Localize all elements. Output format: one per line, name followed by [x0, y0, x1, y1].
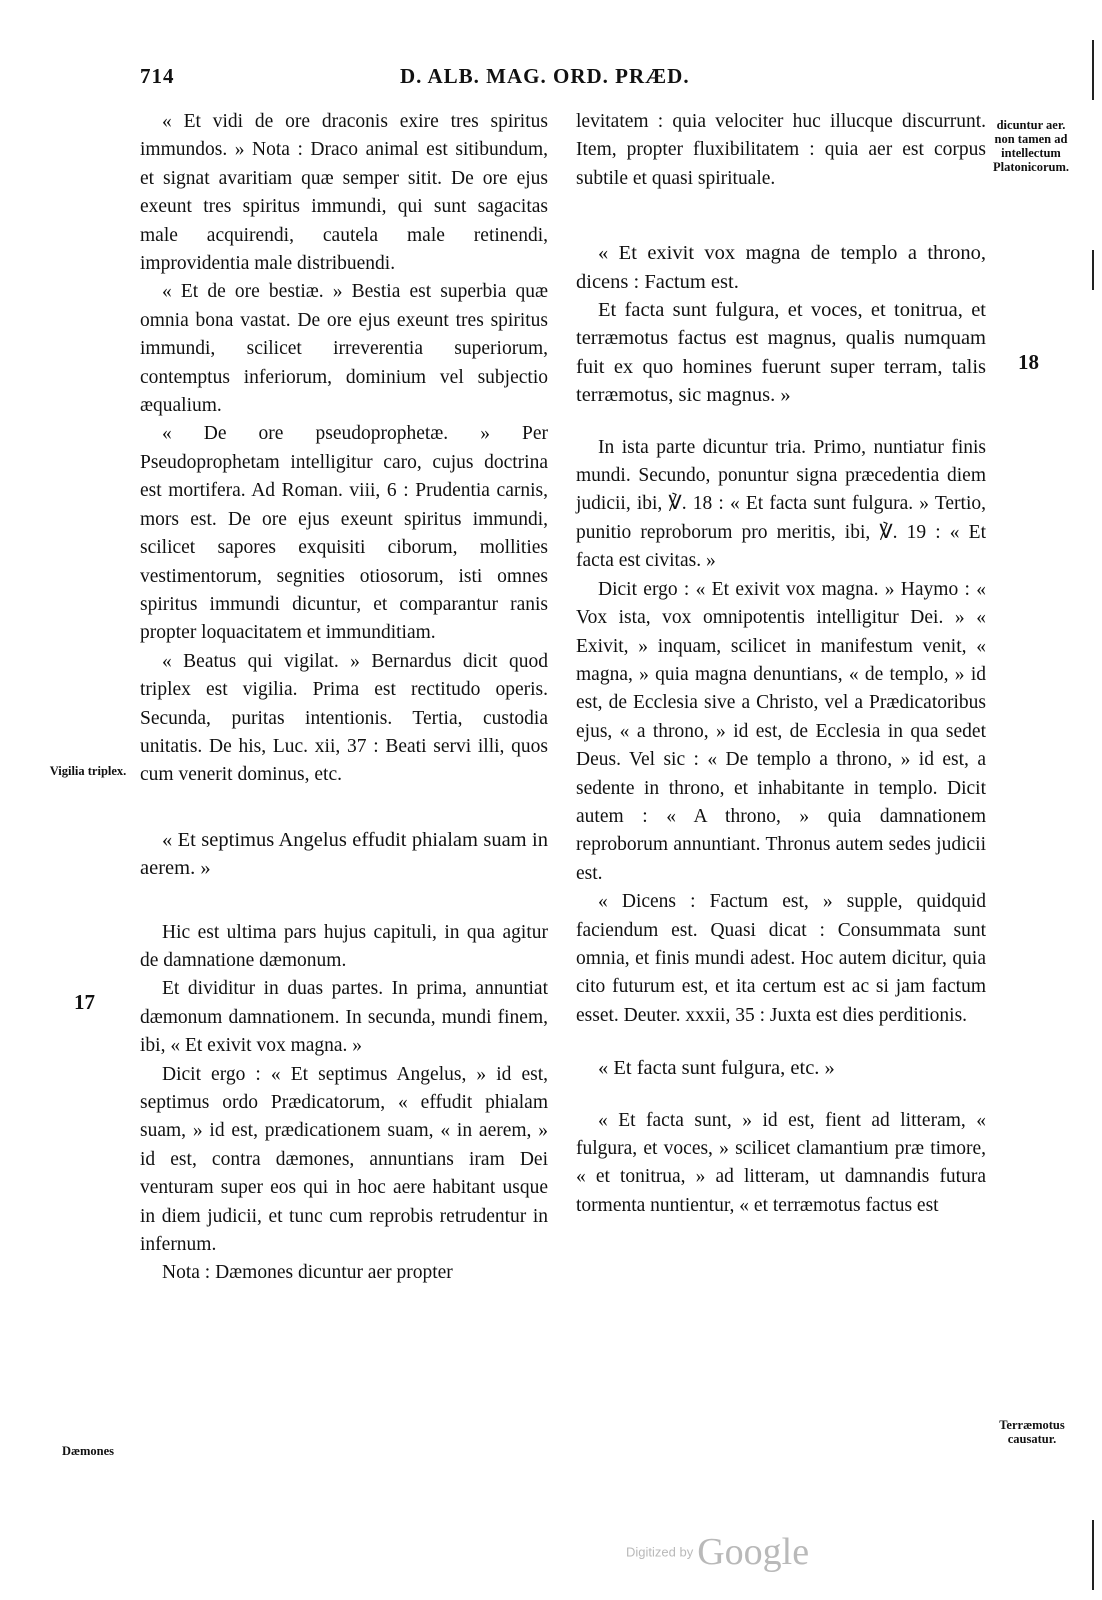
verse-lemma: « Et septimus Angelus effudit phialam suam in aerem. »	[140, 828, 548, 880]
margin-note-vigilia: Vigilia triplex.	[49, 764, 127, 778]
google-logo: Google	[697, 1531, 810, 1573]
paragraph: Et dividitur in duas partes. In prima, annuntiat dæmonum damnationem. In secunda, mundi finem, ibi, « Et exivit vox magna. »	[140, 978, 548, 1057]
paragraph: « Dicens : Factum est, » supple, quidquid faciendum est. Quasi dicat : Consummata sunt omnia, et finis mundi adest. Hoc autem dicitur, quia cito futurum est, et ita certum est ac si jam factum esset. Deuter. xxxii, 35 : Juxta est dies perditionis.	[576, 891, 986, 1026]
google-watermark	[626, 1530, 809, 1574]
paragraph: « Et de ore bestiæ. » Bestia est superbia quæ omnia bona vastat. De ore ejus exeunt tres spiritus immundi, scilicet irreverentia superiorum, contemptus inferiorum, dominium vel subjectio æqualium.	[140, 281, 548, 417]
left-column	[140, 108, 548, 1288]
margin-note-terraemotus: Terræmotus causatur.	[999, 1418, 1065, 1446]
paragraph: Hic est ultima pars hujus capituli, in qua agitur de damnatione dæmonum.	[140, 921, 548, 971]
paragraph: « Beatus qui vigilat. » Bernardus dicit quod triplex est vigilia. Prima est rectitudo operis. Secunda, puritas intentionis. Tertia, custodia unitatis. De his, Luc. xii, 37 : Beati servi illi, quos cum venerit dominus, etc.	[140, 650, 548, 786]
paragraph: Dicit ergo : « Et septimus Angelus, » id est, septimus ordo Prædicatorum, « effudit phialam suam, » id est, prædicationem suam, « in aerem, » id est, contra dæmones, annuntians iram Dei venturam super eos qui in hoc aere habitant usque in diem judicii, et tunc cum reprobis retrudentur in infernum.	[140, 1063, 548, 1256]
paragraph: « De ore pseudoprophetæ. » Per Pseudoprophetam intelligitur caro, cujus doctrina est mortifera. Ad Roman. viii, 6 : Prudentia carnis, mors est. De ore ejus exeunt spiritus immundi, scilicet sapores exquisiti ciborum, mollities vestimentorum, segnities otiosorum, isti omnes spiritus immundi dicuntur, et comparantur ranis propter loquacitatem et immunditiam.	[140, 423, 548, 644]
running-title: D. ALB. MAG. ORD. PRÆD.	[400, 64, 690, 88]
margin-note-daemones: Dæmones	[61, 1444, 115, 1458]
verse-number-17: 17	[74, 990, 95, 1014]
verse-lemma: Et facta sunt fulgura, et voces, et tonitrua, et terræmotus factus est magnus, qualis numquam fuit ex quo homines fuerunt super terram, talis terræmotus, sic magnus. »	[576, 299, 986, 407]
verse-lemma: « Et facta sunt fulgura, etc. »	[598, 1057, 835, 1080]
paragraph: Dicit ergo : « Et exivit vox magna. » Haymo : « Vox ista, vox omnipotentis intelligitur Dei. » « Exivit, » inquam, scilicet in manifestum venit, « magna, » quia magna denuntians, « de templo, » id est, de Ecclesia sive a Christo, vel a Prædicatoribus ejus, « a throno, » id est, de Ecclesia in qua sedet Deus. Vel sic : « De templo a throno, » id est, a sedente in throno, et inhabitante in templo. Dicit autem : « A throno, » quia damnationem reproborum annuntiant. Thronus autem sedes judicii est.	[576, 578, 986, 884]
edge-mark	[1092, 1520, 1094, 1590]
paragraph: levitatem : quia velociter huc illucque discurrunt. Item, propter fluxibilitatem : quia aer est corpus subtile et quasi spirituale.	[576, 111, 986, 189]
edge-mark	[1092, 250, 1094, 290]
verse-number-18: 18	[1018, 350, 1039, 374]
page-number: 714	[140, 64, 175, 88]
paragraph: « Et facta sunt, » id est, fient ad litteram, « fulgura, et voces, » scilicet clamantium præ timore, « et tonitrua, » ad litteram, ut damnandis futura tormenta nuntientur, « et terræmotus factus est	[576, 1109, 986, 1216]
margin-note-aer: dicuntur aer. non tamen ad intellectum Platonicorum.	[992, 118, 1070, 174]
paragraph: Nota : Dæmones dicuntur aer propter	[162, 1262, 453, 1284]
watermark-prefix: Digitized by	[626, 1544, 694, 1560]
right-column	[576, 108, 986, 1220]
verse-lemma: « Et exivit vox magna de templo a throno, dicens : Factum est.	[576, 242, 986, 293]
edge-mark	[1092, 40, 1094, 100]
paragraph: « Et vidi de ore draconis exire tres spiritus immundos. » Nota : Draco animal est sitibundum, et signat avaritiam quæ semper sitit. De ore ejus exeunt tres spiritus immundi, qui sunt sagacitas male acquirendi, cautela male retinendi, improvidentia male distribuendi.	[140, 111, 548, 275]
paragraph: In ista parte dicuntur tria. Primo, nuntiatur finis mundi. Secundo, ponuntur signa præcedentia diem judicii, ibi, ℣. 18 : « Et facta sunt fulgura. » Tertio, punitio reproborum pro meritis, ibi, ℣. 19 : « Et facta est civitas. »	[576, 436, 986, 572]
